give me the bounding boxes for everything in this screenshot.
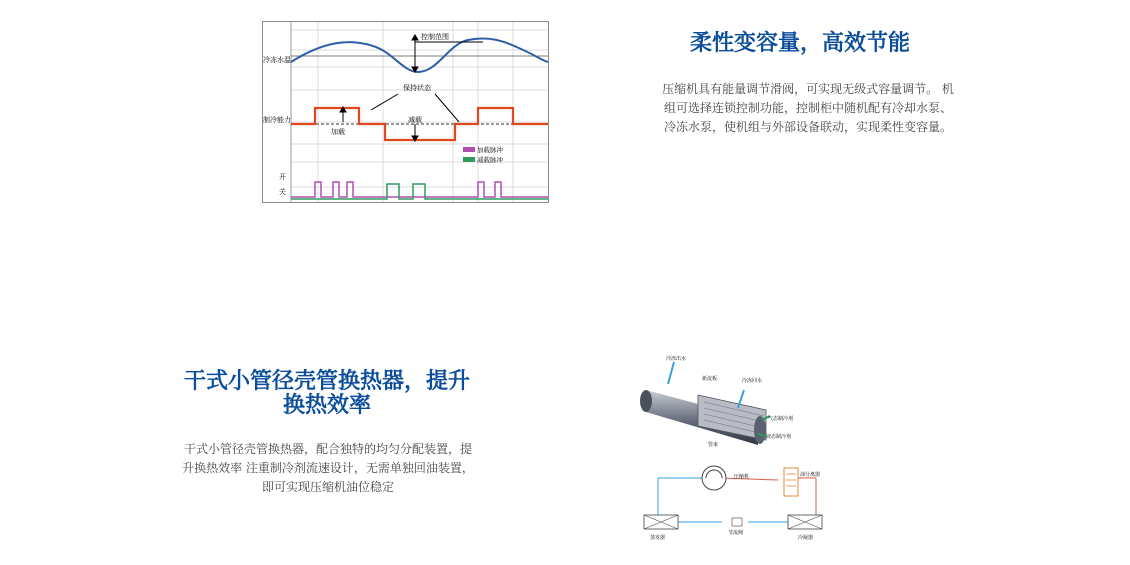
- heat-exchanger-diagram: [638, 350, 834, 546]
- label-throttle-valve: 节流阀: [728, 530, 744, 536]
- label-liquid-inlet: 液态制冷剂: [766, 434, 792, 440]
- heat-exchanger-svg: [638, 350, 834, 546]
- label-unload: 减载: [408, 116, 422, 124]
- label-control-range: 控制范围: [421, 33, 449, 41]
- feature-description-heat-exchanger: 干式小管径壳管换热器，配合独特的均匀分配装置，提升换热效率 注重制冷剂流速设计，无需单独回油装置，即可实现压缩机油位稳定: [182, 442, 474, 494]
- label-new-pipe: 新流板: [702, 376, 718, 382]
- shell-tube-exchanger: [640, 390, 766, 445]
- label-condenser: 冷凝器: [798, 535, 814, 541]
- oil-separator-icon: [784, 468, 798, 496]
- legend-load-swatch: [463, 147, 475, 152]
- label-off: 关: [279, 188, 286, 196]
- label-gas-outlet: 气态制冷剂: [768, 416, 794, 422]
- legend-load-pulse: 加载脉冲: [477, 146, 503, 154]
- feature-title-heat-exchanger: 干式小管径壳管换热器，提升换热效率: [183, 369, 470, 418]
- label-cooling-capacity: 制冷能力: [263, 116, 291, 124]
- refrigerant-loop-hot: [720, 478, 816, 515]
- label-shell-tube: 管束: [708, 442, 719, 448]
- legend-unload-swatch: [463, 157, 475, 162]
- feature-description-flexible-capacity: 压缩机具有能量调节滑阀，可实现无级式容量调节。 机组可选择连锁控制功能，控制柜中随机配有冷却水泵、冷冻水泵，使机组与外部设备联动，实现柔性变容量。: [662, 82, 954, 134]
- capacity-control-svg: [263, 22, 548, 202]
- capacity-control-diagram: [262, 21, 549, 203]
- label-oil-separator: 油分离器: [800, 472, 821, 478]
- throttle-valve-icon: [732, 518, 742, 526]
- label-load: 加载: [331, 128, 345, 136]
- label-chilled-water-in: 冷冻回水: [742, 378, 763, 384]
- legend-unload-pulse: 减载脉冲: [477, 156, 503, 164]
- label-evaporator: 蒸发器: [650, 535, 666, 541]
- label-chilled-water-out: 冷冻出水: [666, 356, 687, 362]
- label-on: 开: [279, 173, 286, 181]
- label-chilled-water-temp: 冷冻水温: [263, 56, 291, 64]
- label-compressor: 压缩机: [734, 474, 750, 480]
- label-hold-state: 保持状态: [403, 84, 431, 92]
- feature-title-flexible-capacity: 柔性变容量，高效节能: [689, 31, 910, 56]
- capacity-step-line: [291, 108, 548, 140]
- diagram-grid: [291, 22, 548, 202]
